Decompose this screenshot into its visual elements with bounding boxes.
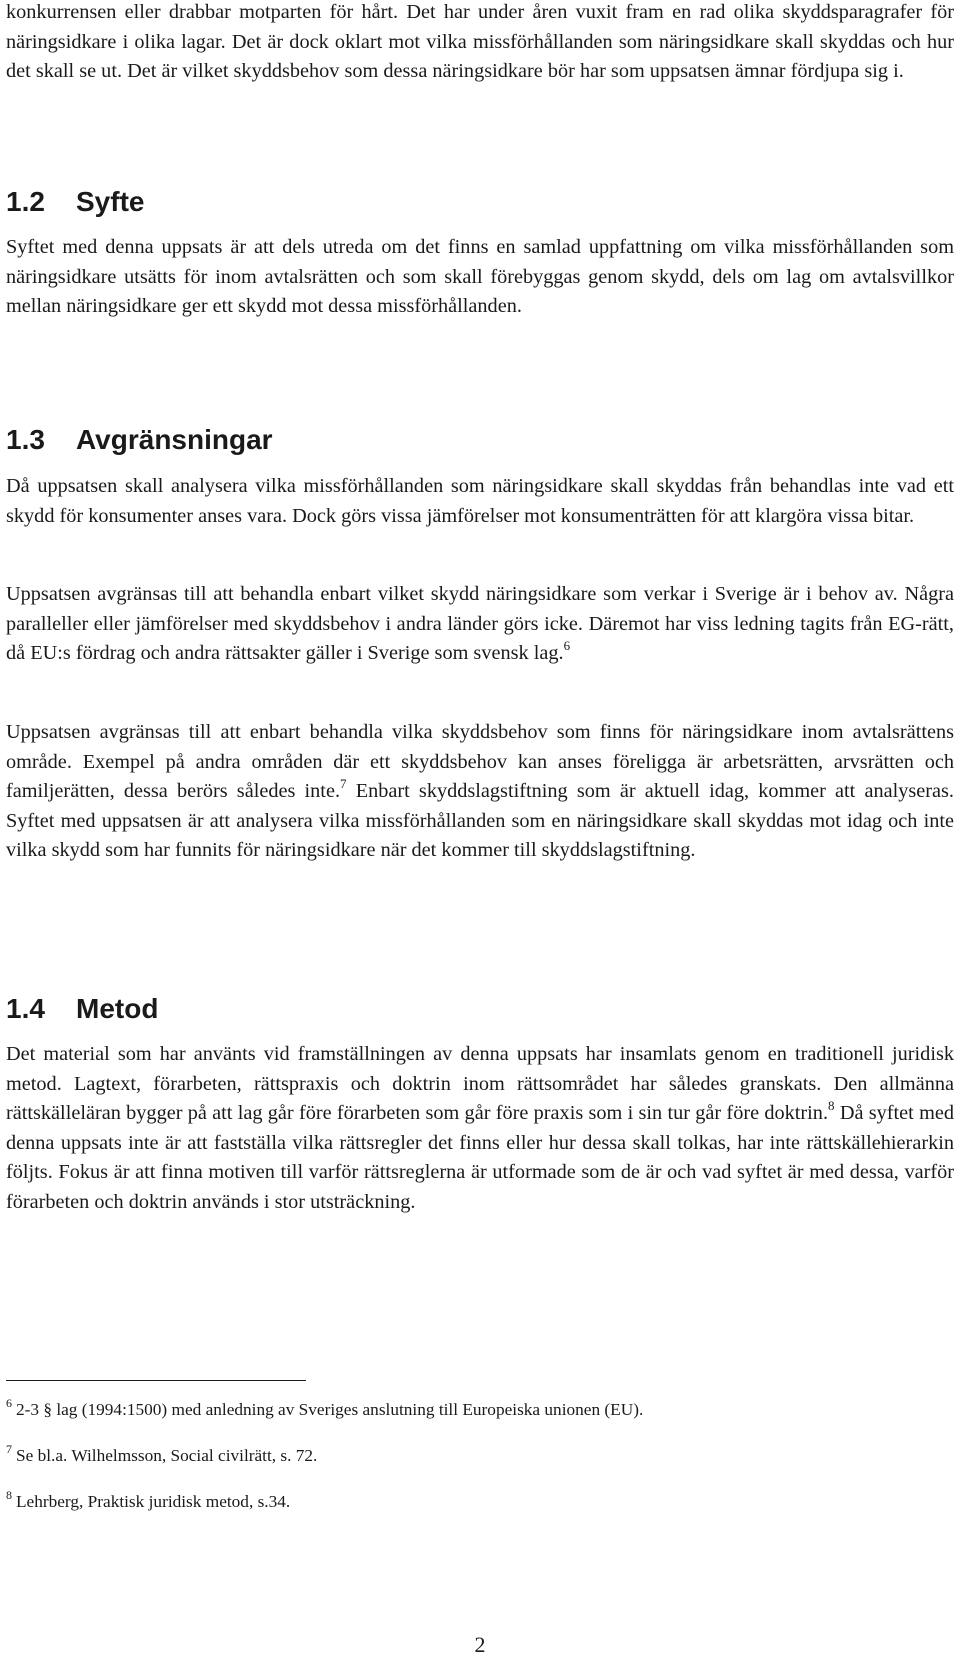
section-title: Metod: [76, 993, 159, 1024]
section-number: 1.4: [6, 993, 45, 1024]
footnote-ref[interactable]: 7: [340, 776, 347, 792]
intro-paragraph: konkurrensen eller drabbar motparten för hårt. Det har under åren vuxit fram en rad olika skyddsparagrafer för näringsidkare i olika lagar. Det är dock oklart mot vilka missförhållanden som näringsidkare skall skyddas och hur det skall se ut. Det är vilket skyddsbehov som dessa näringsidkare bör har som uppsatsen ämnar fördjupa sig i.: [6, 1, 954, 83]
footnote-ref[interactable]: 6: [563, 638, 571, 654]
avgransningar-paragraph-3: [6, 718, 954, 866]
paragraph-text: Uppsatsen avgränsas till att enbart behandla vilka skyddsbehov som finns för näringsidkare inom avtalsrättens område. Exempel på andra områden där ett skyddsbehov kan anses föreligga är arbetsrätten, arvsrätten och familjerätten, dessa berörs således inte.: [6, 721, 954, 803]
paragraph-text: Enbart skyddslagstiftning som är aktuell idag, kommer att analyseras. Syftet med uppsatsen är att analysera vilka missförhållanden som en näringsidkare skall skyddas mot idag och inte vilka skydd som har funnits för näringsidkare när det kommer till skyddslagstiftning.: [6, 780, 954, 862]
heading-avgransningar: [6, 423, 273, 457]
footnote-6: [6, 1396, 644, 1421]
syfte-paragraph: Syftet med denna uppsats är att dels utreda om det finns en samlad uppfattning om vilka missförhållanden som näringsidkare utsätts för inom avtalsrätten och som skall förebyggas genom skydd, dels om lag om avtalsvillkor mellan näringsidkare ger ett skydd mot dessa missförhållanden.: [6, 236, 954, 318]
avgransningar-paragraph-2: [6, 580, 954, 669]
avgransningar-paragraph-1: Då uppsatsen skall analysera vilka missförhållanden som näringsidkare skall skyddas från behandlas inte vad ett skydd för konsumenter anses vara. Dock görs vissa jämförelser mot konsumenträtten för att klargöra vissa bitar.: [6, 475, 954, 527]
footnote-text: Lehrberg, Praktisk juridisk metod, s.34.: [16, 1492, 291, 1511]
section-number: 1.3: [6, 424, 45, 455]
footnote-number: 8: [6, 1488, 12, 1502]
footnote-number: 7: [6, 1442, 12, 1456]
footnote-text: 2-3 § lag (1994:1500) med anledning av Sveriges anslutning till Europeiska unionen (EU).: [16, 1400, 644, 1419]
footnote-8: [6, 1488, 291, 1513]
footnote-7: [6, 1442, 318, 1467]
section-title: Syfte: [76, 186, 145, 217]
paragraph-text: Då syftet med denna uppsats inte är att fastställa vilka rättsregler det finns eller hur dessa skall tolkas, har inte rättskällehierarkin följts. Fokus är att finna motiven till varför rättsreglerna är utformade som de är och vad syftet är med dessa, varför förarbeten och doktrin används i stor utsträckning.: [6, 1102, 954, 1213]
section-title: Avgränsningar: [76, 424, 273, 455]
metod-paragraph: [6, 1040, 954, 1218]
footnote-number: 6: [6, 1396, 12, 1410]
page-number: 2: [474, 1632, 486, 1657]
paragraph-text: Det material som har använts vid framställningen av denna uppsats har insamlats genom en traditionell juridisk metod. Lagtext, förarbeten, rättspraxis och doktrin inom rättsområdet har således granskats. Den allmänna rättskälleläran bygger på att lag går före förarbeten som går före praxis som i sin tur går före doktrin.: [6, 1043, 954, 1125]
section-number: 1.2: [6, 186, 45, 217]
heading-metod: [6, 992, 158, 1026]
footnote-ref[interactable]: 8: [828, 1098, 835, 1114]
paragraph-text: Uppsatsen avgränsas till att behandla enbart vilket skydd näringsidkare som verkar i Sverige är i behov av. Några paralleller eller jämförelser med skyddsbehov i andra länder görs icke. Däremot har viss ledning tagits från EG-rätt, då EU:s fördrag och andra rättsakter gäller i Sverige som svensk lag.: [6, 583, 954, 665]
footnote-divider: [6, 1380, 306, 1381]
heading-syfte: [6, 185, 144, 219]
footnote-text: Se bl.a. Wilhelmsson, Social civilrätt, s. 72.: [16, 1446, 318, 1465]
